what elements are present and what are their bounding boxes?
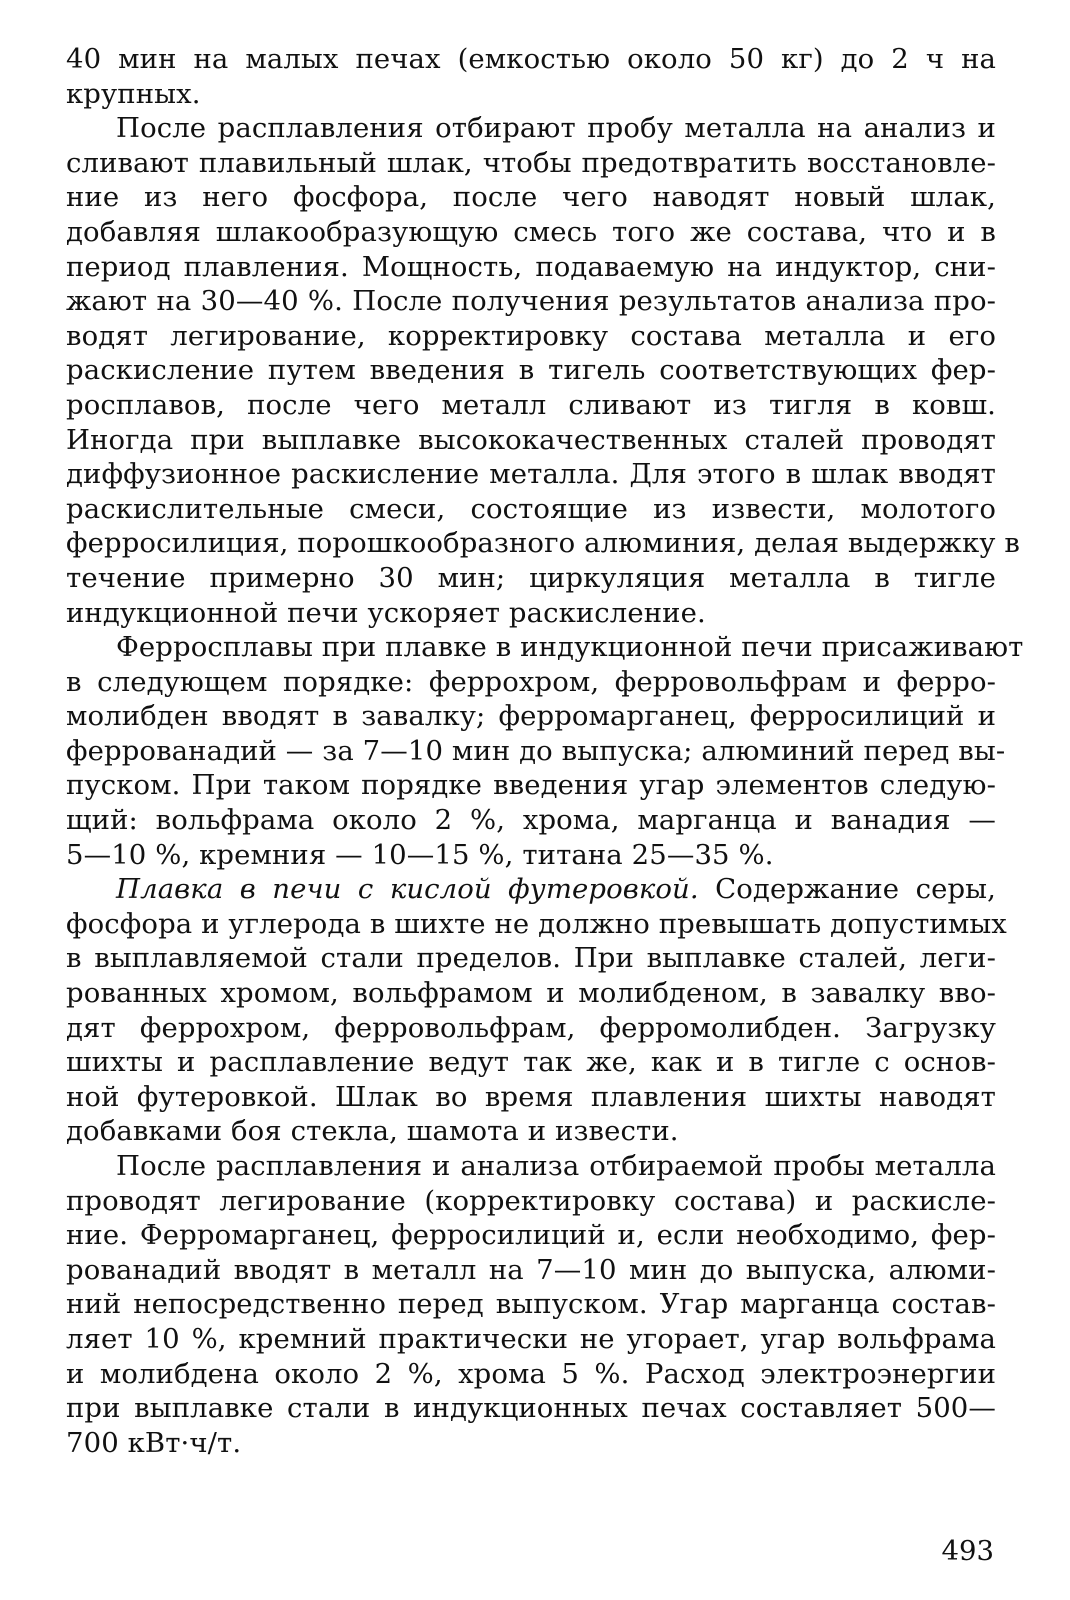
text-line: и молибдена около 2 %, хрома 5 %. Расход электроэнергии (66, 1357, 996, 1390)
text-line: диффузионное раскисление металла. Для этого в шлак вводят (66, 458, 996, 491)
text-line: шихты и расплавление ведут так же, как и в тигле с основ- (66, 1046, 996, 1079)
text-line: Иногда при выплавке высококачественных сталей проводят (66, 423, 996, 456)
text-line: 40 мин на малых печах (емкостью около 50 кг) до 2 ч на (66, 43, 996, 75)
text-line: ние из него фосфора, после чего наводят новый шлак, (66, 181, 996, 214)
text-line: После расплавления и анализа отбираемой пробы металла (116, 1150, 996, 1182)
text-line: в выплавляемой стали пределов. При выплавке сталей, леги- (66, 942, 996, 975)
italic-heading: Плавка в печи с кислой футеровкой. (116, 873, 699, 906)
text-line (66, 872, 996, 907)
text-line: дят феррохром, ферровольфрам, ферромолибден. Загрузку (66, 1011, 996, 1044)
paragraph (66, 872, 1007, 1149)
text-line: фосфора и углерода в шихте не должно превышать допустимых (66, 907, 1007, 940)
text-line: при выплавке стали в индукционных печах составляет 500— (66, 1392, 996, 1425)
paragraph (66, 1149, 996, 1460)
text-line: 5—10 %, кремния — 10—15 %, титана 25—35 %. (66, 838, 774, 871)
page-number: 493 (941, 1535, 994, 1567)
text-line: крупных. (66, 77, 201, 110)
text-line: ной футеровкой. Шлак во время плавления шихты наводят (66, 1080, 996, 1113)
text-line: раскислительные смеси, состоящие из извести, молотого (66, 492, 996, 525)
text-line: раскисление путем введения в тигель соответствующих фер- (66, 354, 996, 387)
text-line: ферросилиция, порошкообразного алюминия, делая выдержку в (66, 527, 1020, 560)
text-line: ляет 10 %, кремний практически не угорает, угар вольфрама (66, 1322, 996, 1355)
text-line: добавками боя стекла, шамота и извести. (66, 1115, 679, 1148)
text-line: ние. Ферромарганец, ферросилиций и, если необходимо, фер- (66, 1219, 996, 1252)
text-line: в следующем порядке: феррохром, ферровольфрам и ферро- (66, 665, 996, 698)
text-line: ний непосредственно перед выпуском. Угар марганца состав- (66, 1288, 996, 1321)
text-span: Содержание серы, (698, 873, 997, 906)
paragraph (66, 42, 996, 111)
text-line: сливают плавильный шлак, чтобы предотвратить восстановле- (66, 146, 996, 179)
text-line: феррованадий — за 7—10 мин до выпуска; алюминий перед вы- (66, 734, 1006, 767)
text-line: жают на 30—40 %. После получения результатов анализа про- (66, 285, 996, 318)
text-line: молибден вводят в завалку; ферромарганец, ферросилиций и (66, 700, 996, 733)
text-line: течение примерно 30 мин; циркуляция металла в тигле (66, 561, 996, 594)
text-line: проводят легирование (корректировку состава) и раскисле- (66, 1184, 996, 1217)
text-line: После расплавления отбирают пробу металла на анализ и (116, 112, 996, 145)
paragraph (66, 111, 1020, 630)
text-line: Ферросплавы при плавке в индукционной печи присаживают (116, 631, 1024, 664)
text-line: индукционной печи ускоряет раскисление. (66, 596, 706, 629)
paragraph (66, 630, 1024, 872)
text-line: росплавов, после чего металл сливают из тигля в ковш. (66, 388, 996, 421)
text-line: щий: вольфрама около 2 %, хрома, марганца и ванадия — (66, 804, 996, 837)
text-line: добавляя шлакообразующую смесь того же состава, что и в (66, 215, 996, 248)
text-line: 700 кВт·ч/т. (66, 1426, 242, 1459)
text-line: период плавления. Мощность, подаваемую на индуктор, сни- (66, 250, 996, 283)
text-line: водят легирование, корректировку состава металла и его (66, 319, 996, 352)
text-line: рованных хромом, вольфрамом и молибденом, в завалку вво- (66, 977, 996, 1010)
text-line: рованадий вводят в металл на 7—10 мин до выпуска, алюми- (66, 1253, 996, 1286)
page-body (66, 42, 1024, 1460)
text-line: пуском. При таком порядке введения угар элементов следую- (66, 769, 996, 802)
